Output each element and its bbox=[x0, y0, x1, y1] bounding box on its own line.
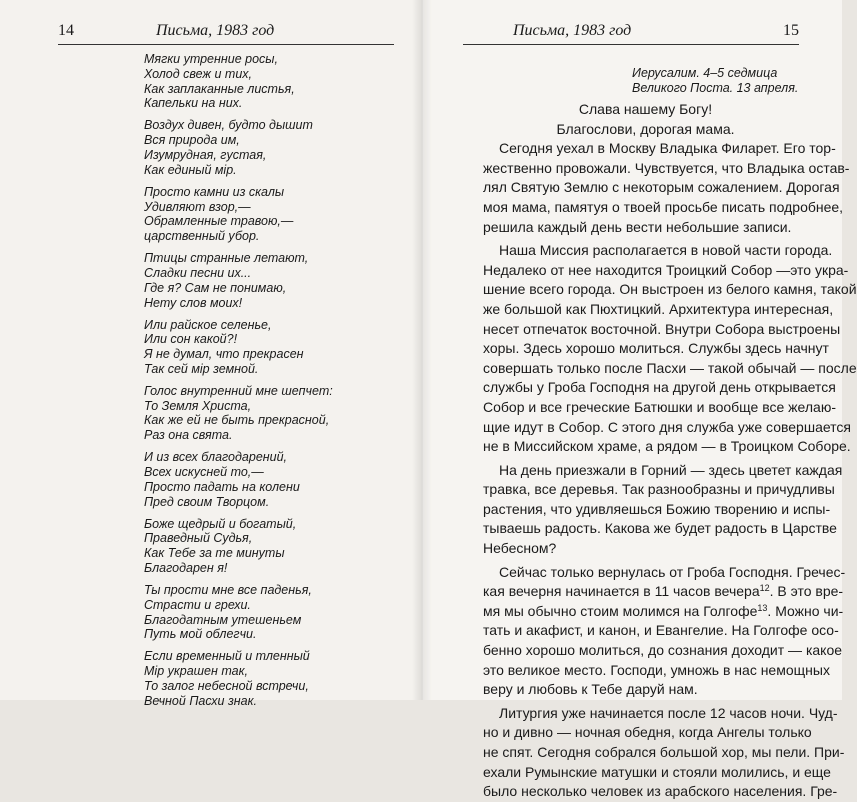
text-line: тать и акафист, и канон, и Евангелие. На Голгофе осо- bbox=[483, 622, 839, 639]
poem-stanza bbox=[144, 118, 404, 177]
poem-line: Удивляют взор,— bbox=[144, 199, 251, 214]
place-date-line: Великого Поста. 13 апреля. bbox=[632, 81, 799, 95]
poem-line: Как Тебе за те минуты bbox=[144, 546, 285, 561]
text-fragment: мя мы обычно стоим молимся на Голгофе bbox=[483, 602, 758, 619]
poem-line: Изумрудная, густая, bbox=[144, 147, 267, 162]
text-line: не в Миссийском храме, а рядом — в Троицком Соборе. bbox=[483, 438, 851, 455]
poem-line: Или сон какой?! bbox=[144, 332, 238, 347]
poem-line: Капельки на них. bbox=[144, 96, 243, 111]
place-date-line: Иерусалим. 4–5 седмица bbox=[632, 66, 778, 80]
poem-line: Благодатным утешеньем bbox=[144, 612, 302, 627]
poem-line: Так сей мір земной. bbox=[144, 361, 259, 376]
poem-line: Холод свеж и тих, bbox=[144, 66, 253, 81]
text-line: службы у Гроба Господня на другой день открывается bbox=[483, 379, 836, 396]
poem-line: Как единый мір. bbox=[144, 162, 237, 177]
text-line: Сейчас только вернулась от Гроба Господня. Гречес- bbox=[499, 563, 846, 580]
poem bbox=[144, 52, 404, 716]
poem-stanza bbox=[144, 583, 404, 642]
text-line: ехали Румынские матушки и стояли молились, и еще bbox=[483, 763, 831, 780]
left-page bbox=[0, 0, 421, 708]
text-line: же большой как Пюхтицкий. Архитектура интересная, bbox=[483, 300, 834, 317]
poem-line: Как же ей не быть прекрасной, bbox=[144, 413, 330, 428]
letter-place-date bbox=[632, 66, 832, 96]
text-line: бенно хорошо молиться, до сознания доходит — какое bbox=[483, 642, 843, 659]
poem-line: Праведный Судья, bbox=[144, 531, 253, 546]
text-fragment: кая вечерня начинается в 11 часов вечера bbox=[483, 583, 760, 600]
poem-line: Вечной Пасхи знак. bbox=[144, 693, 257, 708]
text-line: было несколько человек из арабского населения. Гре- bbox=[483, 783, 838, 800]
text-line: хоры. Здесь хорошо молиться. Службы здесь начнут bbox=[483, 340, 829, 357]
right-running-header bbox=[463, 22, 799, 45]
page-number-right: 15 bbox=[783, 22, 799, 39]
text-line: это великое место. Господи, умножь в нас немощных bbox=[483, 661, 830, 678]
text-line: щие идут в Собор. С этого дня служба уже совершается bbox=[483, 418, 852, 435]
text-line: моя мама, памятуя о твоей просьбе писать подробнее, bbox=[483, 198, 844, 215]
poem-line: Мір украшен так, bbox=[144, 664, 248, 679]
text-line: Наша Миссия располагается в новой части города. bbox=[499, 242, 833, 259]
poem-line: Боже щедрый и богатый, bbox=[144, 516, 297, 531]
poem-line: Голос внутренний мне шепчет: bbox=[144, 383, 333, 398]
poem-stanza bbox=[144, 450, 404, 509]
poem-line: Пред своим Творцом. bbox=[144, 494, 270, 509]
poem-line: Или райское селенье, bbox=[144, 317, 272, 332]
text-line bbox=[483, 582, 844, 602]
poem-stanza bbox=[144, 185, 404, 244]
text-fragment: . Можно чи- bbox=[767, 602, 844, 619]
text-line: веру и любовь к Тебе даруй нам. bbox=[483, 681, 698, 698]
text-fragment: . В это вре- bbox=[769, 583, 844, 600]
text-line: лял Святую Землю с некоторым сожалением. Дорогая bbox=[483, 179, 840, 196]
text-line: но и дивно — ночная обедня, когда Ангелы только bbox=[483, 724, 812, 741]
text-line: Сегодня уехал в Москву Владыка Филарет. Его тор- bbox=[499, 140, 836, 157]
text-line: Небесном? bbox=[483, 540, 557, 557]
poem-stanza bbox=[144, 52, 404, 111]
running-title-left: Письма, 1983 год bbox=[156, 22, 275, 39]
page-number-left: 14 bbox=[58, 22, 74, 39]
poem-stanza bbox=[144, 649, 404, 708]
text-line: Недалеко от нее находится Троицкий Собор —это укра- bbox=[483, 261, 849, 278]
running-title-right: Письма, 1983 год bbox=[513, 22, 632, 39]
poem-line: То Земля Христа, bbox=[144, 398, 252, 413]
text-line: не спят. Сегодня собрался большой хор, мы пели. При- bbox=[483, 744, 845, 760]
poem-stanza bbox=[144, 517, 404, 576]
poem-line: царственный убор. bbox=[144, 229, 260, 244]
text-line: решила каждый день вести небольшие записи. bbox=[483, 218, 792, 235]
book-gutter-shadow bbox=[412, 0, 432, 700]
poem-line: Вся природа им, bbox=[144, 133, 240, 148]
poem-line: Мягки утренние росы, bbox=[144, 52, 278, 66]
poem-line: Если временный и тленный bbox=[144, 649, 310, 664]
poem-line: Всех искусней то,— bbox=[144, 465, 264, 480]
salutation-line: Слава нашему Богу! bbox=[578, 101, 713, 117]
poem-line: Просто падать на колени bbox=[144, 479, 300, 494]
text-line: несет отпечаток восточной. Внутри Собора выстроены bbox=[483, 320, 841, 337]
poem-line: Воздух дивен, будто дышит bbox=[144, 118, 313, 133]
poem-line: Страсти и грехи. bbox=[144, 597, 251, 612]
text-line: совершать только после Пасхи — такой обычай — после bbox=[483, 359, 857, 376]
salutation-line: Благослови, дорогая мама. bbox=[556, 120, 735, 137]
poem-line: Путь мой облегчи. bbox=[144, 627, 257, 642]
poem-line: Просто камни из скалы bbox=[144, 184, 285, 199]
poem-line: Благодарен я! bbox=[144, 561, 228, 576]
text-line: травка, все деревья. Так разнообразны и причудливы bbox=[483, 481, 835, 498]
text-line: Собор и все греческие Батюшки и вообще все желаю- bbox=[483, 398, 836, 415]
poem-line: Как заплаканные листья, bbox=[144, 81, 295, 96]
letter-body bbox=[483, 100, 857, 802]
poem-line: И из всех благодарений, bbox=[144, 450, 288, 465]
poem-line: Птицы странные летают, bbox=[144, 251, 309, 266]
poem-line: Обрамленные травою,— bbox=[144, 214, 294, 229]
poem-line: Я не думал, что прекрасен bbox=[144, 347, 304, 362]
poem-stanza bbox=[144, 384, 404, 443]
left-running-header bbox=[58, 22, 394, 45]
footnote-mark: 13 bbox=[757, 602, 768, 613]
text-line: шение всего города. Он выстроен из белого камня, такой bbox=[483, 281, 857, 298]
text-line: жественно провожали. Чувствуется, что Владыка остав- bbox=[483, 159, 850, 176]
poem-line: Где я? Сам не понимаю, bbox=[144, 280, 287, 295]
text-line bbox=[483, 602, 844, 622]
poem-line: То залог небесной встречи, bbox=[144, 678, 309, 693]
poem-line: Сладки песни их... bbox=[144, 265, 252, 280]
text-line: растения, что удивляешься Божию творению и испы- bbox=[483, 500, 831, 517]
text-line: Литургия уже начинается после 12 часов ночи. Чуд- bbox=[499, 704, 838, 721]
footnote-mark: 12 bbox=[759, 583, 770, 594]
text-line: На день приезжали в Горний — здесь цветет каждая bbox=[499, 461, 843, 478]
poem-line: Раз она свята. bbox=[144, 428, 233, 443]
poem-line: Нету слов моих! bbox=[144, 295, 243, 310]
text-line: тываешь радость. Какова же будет радость в Царстве bbox=[483, 520, 837, 537]
poem-stanza bbox=[144, 318, 404, 377]
poem-stanza bbox=[144, 251, 404, 310]
right-page bbox=[421, 0, 857, 800]
poem-line: Ты прости мне все паденья, bbox=[144, 583, 312, 597]
